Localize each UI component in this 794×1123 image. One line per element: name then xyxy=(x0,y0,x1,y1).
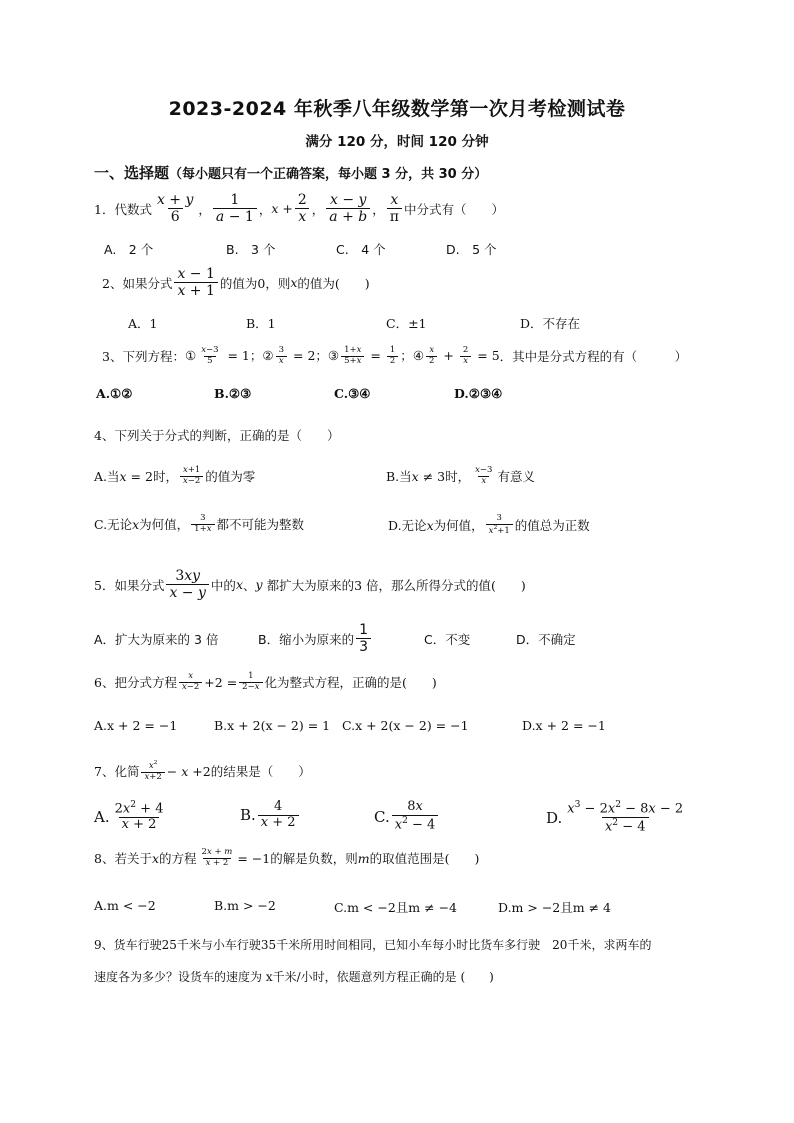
q4-a-text2: 时， xyxy=(152,469,178,485)
q1-suffix: 中分式有（ ） xyxy=(403,201,504,217)
question-3 xyxy=(102,346,687,367)
question-5: 5．如果分式 $\frac{3xy}{x - y}$ 中的 x 、 y 都扩大为原来的3 倍，那么所得分式的值( ) xyxy=(94,568,526,602)
q6-prefix: 6、把分式方程 xyxy=(94,675,177,691)
q4-c-text: C.无论 xyxy=(94,517,133,533)
q5-option-c[interactable]: C．不变 xyxy=(424,632,471,647)
q6-middle: 化为整式方程，正确的是( ) xyxy=(264,675,437,691)
q4-option-d[interactable]: D.无论 x 为何值， $\frac{3}{x^2+1}$ 的值总为正数 xyxy=(388,513,590,536)
q2-prefix: 2、如果分式 xyxy=(102,275,173,291)
q3-option-a[interactable]: A.①② xyxy=(96,386,133,401)
q1-option-b[interactable]: B. 3 个 xyxy=(226,242,276,257)
q5-b-text: B．缩小为原来的 xyxy=(258,631,355,647)
q2-fraction: $\frac{x - 1}{x + 1}$ xyxy=(174,266,217,299)
question-1: 1．代数式 $\frac{x + y}{6}$ ， $\frac{1}{a - 1}$ ， x + $\frac{2}{x}$ ， $\frac{x - y}{a + b}$ ， $\frac{x}{\pi}$ 中分式有（ ） xyxy=(94,192,504,226)
q2-middle: 的值为0，则 xyxy=(219,275,291,291)
q8-suffix: 的取值范围是( ) xyxy=(369,851,480,867)
q1-expr-4: $\frac{x - y}{a + b}$ xyxy=(326,192,370,225)
q1-option-c[interactable]: C. 4 个 xyxy=(336,242,386,257)
q4-b-text2: 时， xyxy=(445,469,471,485)
q4-stem: 4、下列关于分式的判断，正确的是（ ） xyxy=(94,428,340,443)
q8-middle2: 的解是负数，则 xyxy=(270,851,358,867)
q3-option-c[interactable]: C.③④ xyxy=(334,386,371,401)
q7-a-label: A. xyxy=(94,807,110,826)
q6-option-b[interactable]: B.x + 2(x − 2) = 1 xyxy=(214,718,331,733)
q2-option-b[interactable]: B．1 xyxy=(246,316,276,331)
q4-option-c[interactable]: C.无论 x 为何值， $\frac{3}{1+x}$ 都不可能为整数 xyxy=(94,513,305,534)
q6-option-a[interactable]: A.x + 2 = −1 xyxy=(94,718,178,733)
q1-sep: ， xyxy=(372,201,385,217)
q1-expr-2: $\frac{1}{a - 1}$ xyxy=(213,192,257,225)
q1-option-d[interactable]: D. 5 个 xyxy=(446,242,497,257)
q8-option-a[interactable]: A.m < −2 xyxy=(94,898,156,913)
q1-expr-3a: x xyxy=(271,201,279,217)
q7-prefix: 7、化简 xyxy=(94,764,140,780)
q1-expr-1: $\frac{x + y}{6}$ xyxy=(156,192,194,226)
q9-line-1: 9、货车行驶25千米与小车行驶35千米所用时间相同，已知小车每小时比货车多行驶 20千米，求两车的 xyxy=(94,938,652,952)
q6-frac-1: $\frac{x}{x-2}$ xyxy=(179,672,202,693)
q7-option-d[interactable] xyxy=(546,800,688,836)
exam-title: 2023-2024 年秋季八年级数学第一次月考检测试卷 xyxy=(168,98,626,120)
q6-option-d[interactable]: D.x + 2 = −1 xyxy=(522,718,606,733)
q5-option-b[interactable] xyxy=(258,622,373,655)
q4-b-text3: 有意义 xyxy=(497,469,535,485)
q7-a-fraction: $\frac{2x^2 + 4}{x + 2}$ xyxy=(114,800,164,833)
section-title: 一、选择题 xyxy=(94,164,170,182)
q1-option-a[interactable]: A. 2 个 xyxy=(104,242,154,257)
exam-subtitle: 满分 120 分，时间 120 分钟 xyxy=(305,134,489,150)
q7-option-a[interactable] xyxy=(94,800,168,833)
q1-expr-3: $\frac{2}{x}$ xyxy=(295,192,310,225)
q7-d-label: D. xyxy=(546,808,563,827)
q7-c-fraction: $\frac{8x}{x^2 - 4}$ xyxy=(392,800,439,833)
q4-option-b[interactable]: B.当 x ≠ 3 时， $\frac{x-3}{x}$ 有意义 xyxy=(386,465,535,486)
q3-suffix: ．其中是分式方程的有（ ） xyxy=(499,349,688,365)
q1-sep: ， xyxy=(311,201,325,217)
q4-c-text3: 都不可能为整数 xyxy=(216,517,305,533)
q3-option-d[interactable]: D.②③④ xyxy=(454,386,503,401)
q5-option-a[interactable]: A．扩大为原来的 3 倍 xyxy=(94,632,219,647)
q2-option-d[interactable]: D．不存在 xyxy=(520,316,581,331)
q8-prefix: 8、若关于 xyxy=(94,851,152,867)
q3-option-b[interactable]: B.②③ xyxy=(214,386,252,401)
q8-option-b[interactable]: B.m > −2 xyxy=(214,898,276,913)
q8-option-d[interactable]: D.m > −2且m ≠ 4 xyxy=(498,900,611,915)
q1-sep: ， xyxy=(198,201,211,217)
question-6: 6、把分式方程 $\frac{x}{x-2}$ +2 = $\frac{1}{2-x}$ 化为整式方程，正确的是( ) xyxy=(94,671,437,692)
q1-expr-5: $\frac{x}{\pi}$ xyxy=(387,192,402,225)
q5-prefix: 5．如果分式 xyxy=(94,577,165,593)
q8-middle: 的方程 xyxy=(159,851,197,867)
q2-var: x xyxy=(290,275,298,291)
q4-a-text3: 的值为零 xyxy=(205,469,256,485)
q3-eq-4: ④ $\frac{x}{2}$ + $\frac{2}{x}$ = 5 xyxy=(412,345,500,366)
q4-d-fraction: $\frac{3}{x^2+1}$ xyxy=(486,514,513,536)
q4-c-fraction: $\frac{3}{1+x}$ xyxy=(191,514,214,535)
q4-option-a[interactable]: A.当 x = 2 时， $\frac{x+1}{x-2}$ 的值为零 xyxy=(94,465,256,486)
q3-prefix: 3、下列方程： xyxy=(102,349,185,365)
question-2 xyxy=(102,266,370,299)
q7-option-c[interactable] xyxy=(374,800,440,833)
question-8: 8、若关于 x 的方程 $\frac{2x + m}{x + 2}$ = −1 的解是负数，则 m 的取值范围是( ) xyxy=(94,847,480,868)
q4-b-fraction: $\frac{x-3}{x}$ xyxy=(475,465,493,486)
q7-d-fraction: $\frac{x^3 - 2x^2 - 8x - 2}{x^2 - 4}$ xyxy=(567,800,684,835)
q5-middle2: 都扩大为原来的3 倍，那么所得分式的值( ) xyxy=(266,577,526,593)
q5-middle: 中的 xyxy=(210,577,236,593)
q5-option-d[interactable]: D．不确定 xyxy=(516,632,576,647)
section-heading xyxy=(94,162,487,183)
q4-d-text: D.无论 xyxy=(388,518,427,534)
q4-a-text: A.当 xyxy=(94,469,120,485)
q4-a-fraction: $\frac{x+1}{x-2}$ xyxy=(180,466,203,487)
q7-option-b[interactable] xyxy=(240,800,301,831)
q1-sep: ， xyxy=(258,201,272,217)
q2-option-a[interactable]: A．1 xyxy=(128,316,158,331)
q7-b-fraction: $\frac{4}{x + 2}$ xyxy=(258,800,299,831)
q3-eq-3: ③ $\frac{1+x}{5+x}$ = $\frac{1}{2}$ ； xyxy=(327,345,413,366)
q4-c-text2: 为何值， xyxy=(139,517,190,533)
q6-frac-2: $\frac{1}{2-x}$ xyxy=(239,672,262,693)
q9-line-2: 速度各为多少？设货车的速度为 x千米/小时，依题意列方程正确的是 ( ) xyxy=(94,970,494,984)
q7-b-label: B. xyxy=(240,806,256,825)
question-7: 7、化简 $\frac{x^2}{x+2}$ − x +2 的结果是（ ） xyxy=(94,759,311,782)
q7-suffix: 的结果是（ ） xyxy=(210,764,311,780)
q2-suffix: 的值为( ) xyxy=(297,275,370,291)
q7-fraction: $\frac{x^2}{x+2}$ xyxy=(141,760,164,782)
q6-option-c[interactable]: C.x + 2(x − 2) = −1 xyxy=(342,718,469,733)
q8-fraction: $\frac{2x + m}{x + 2}$ xyxy=(201,847,233,868)
q1-prefix: 1．代数式 xyxy=(94,201,152,217)
q8-option-c[interactable]: C.m < −2且m ≠ −4 xyxy=(334,900,457,915)
q5-b-fraction: $\frac{1}{3}$ xyxy=(356,622,371,655)
q2-option-c[interactable]: C．±1 xyxy=(386,316,427,331)
q7-c-label: C. xyxy=(374,807,390,826)
q3-eq-2: ② $\frac{3}{x}$ = 2； xyxy=(262,345,328,366)
q4-d-text2: 为何值， xyxy=(433,518,484,534)
q5-fraction: $\frac{3xy}{x - y}$ xyxy=(166,568,208,601)
q4-d-text3: 的值总为正数 xyxy=(514,518,590,534)
q4-b-text: B.当 xyxy=(386,469,412,485)
section-note: （每小题只有一个正确答案，每小题 3 分，共 30 分） xyxy=(169,167,488,182)
q3-eq-1: ① $\frac{x-3}{5}$ = 1； xyxy=(184,345,263,366)
